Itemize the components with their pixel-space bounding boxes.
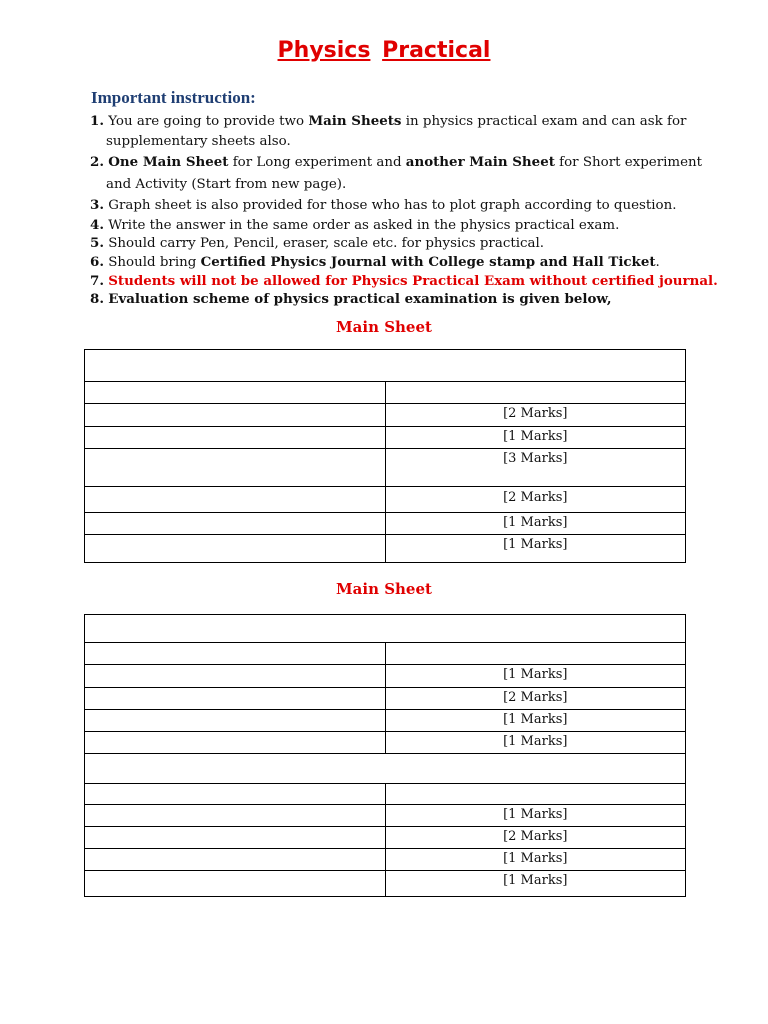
marks-cell: [1 Marks] [385, 805, 686, 827]
marks-cell: [1 Marks] [385, 732, 686, 754]
table-row [85, 487, 686, 513]
table-row [85, 535, 686, 563]
table-row [85, 427, 686, 449]
marks-cell: [2 Marks] [385, 487, 686, 513]
section-title-main-sheet-2: Main Sheet [336, 580, 432, 598]
marks-cell: [3 Marks] [385, 449, 686, 487]
marks-cell: [2 Marks] [385, 688, 686, 710]
page-title [0, 38, 768, 63]
instruction-item-8: 8. Evaluation scheme of physics practical examination is given below, [90, 291, 612, 307]
marks-cell: [1 Marks] [385, 427, 686, 449]
instruction-item-1: 1. You are going to provide two Main Sheets in physics practical exam and can ask for supplementary sheets also. [90, 113, 687, 149]
evaluation-table-1 [84, 349, 686, 563]
table-row [85, 665, 686, 688]
marks-cell: [1 Marks] [385, 710, 686, 732]
table-row [85, 688, 686, 710]
table-row [85, 849, 686, 871]
table-row [85, 732, 686, 754]
table-subheader-row [85, 754, 686, 784]
instruction-item-3: 3. Graph sheet is also provided for those who has to plot graph according to question. [90, 197, 677, 213]
marks-cell: [2 Marks] [385, 827, 686, 849]
instruction-item-6: 6. Should bring Certified Physics Journal with College stamp and Hall Ticket. [90, 254, 660, 270]
table-row [85, 784, 686, 805]
instruction-item-7: 7. Students will not be allowed for Physics Practical Exam without certified journal. [90, 273, 718, 289]
table-row [85, 710, 686, 732]
table-header-row [85, 615, 686, 643]
table-row [85, 643, 686, 665]
table-row [85, 871, 686, 897]
marks-cell: [1 Marks] [385, 665, 686, 688]
instruction-item-5: 5. Should carry Pen, Pencil, eraser, scale etc. for physics practical. [90, 235, 544, 251]
section-title-main-sheet-1: Main Sheet [336, 318, 432, 336]
marks-cell: [1 Marks] [385, 513, 686, 535]
title-word-physics: Physics [277, 38, 371, 63]
marks-cell: [2 Marks] [385, 404, 686, 427]
table-row [85, 513, 686, 535]
marks-cell: [1 Marks] [385, 535, 686, 563]
instruction-item-4: 4. Write the answer in the same order as asked in the physics practical exam. [90, 217, 620, 233]
marks-cell: [1 Marks] [385, 871, 686, 897]
evaluation-table-2 [84, 614, 686, 897]
table-header-row [85, 350, 686, 382]
instructions-heading: Important instruction: [91, 88, 256, 107]
table-row [85, 382, 686, 404]
table-row [85, 449, 686, 487]
table-row [85, 805, 686, 827]
title-word-practical: Practical [382, 38, 491, 63]
table-row [85, 827, 686, 849]
instruction-item-2: 2. One Main Sheet for Long experiment and another Main Sheet for Short experiment and Activity (Start from new page). [90, 154, 703, 192]
marks-cell: [1 Marks] [385, 849, 686, 871]
table-row [85, 404, 686, 427]
